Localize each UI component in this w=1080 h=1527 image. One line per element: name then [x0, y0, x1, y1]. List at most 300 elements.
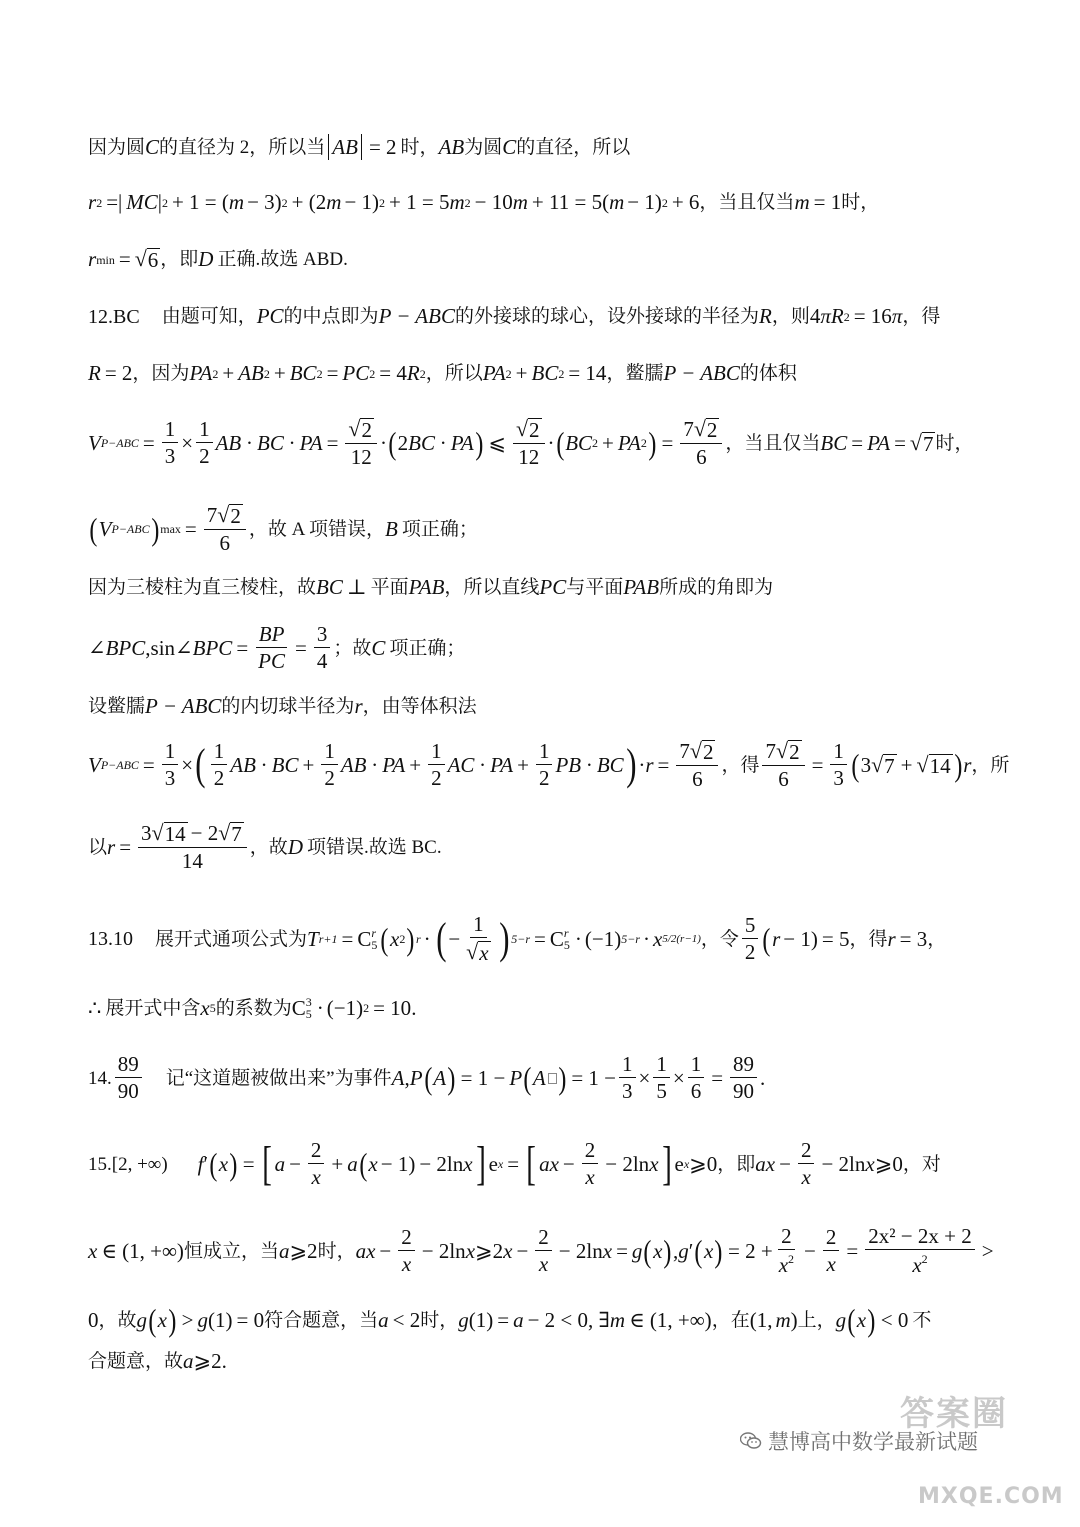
sup: 5−r	[621, 932, 640, 946]
math-op: +	[900, 752, 913, 777]
text: ，当且仅当	[699, 192, 795, 213]
sub: max	[160, 522, 181, 536]
math: ∈ (1, +∞)	[101, 1238, 184, 1263]
math-var: PC	[539, 575, 567, 599]
text: ，故	[249, 836, 288, 858]
math: .	[221, 1349, 227, 1373]
text: ，令	[700, 928, 739, 950]
math-op: ×	[181, 752, 194, 777]
answer-label: 12.BC	[88, 305, 140, 328]
math-var: PC	[342, 361, 370, 385]
math-var: AB · PA	[340, 752, 406, 777]
bracket: ]	[475, 1136, 486, 1190]
text: 符合题意，当	[264, 1309, 379, 1331]
paren: (	[359, 1145, 368, 1182]
fraction: $\frac{89}{90}$	[730, 1054, 757, 1102]
math: C	[291, 995, 306, 1020]
text: 项正确；	[389, 637, 466, 659]
math-op: ·	[379, 430, 387, 455]
math-var: T	[307, 926, 319, 951]
math-var: x	[602, 1238, 613, 1263]
text: 的系数为	[215, 997, 292, 1019]
math-var: V	[98, 516, 112, 541]
paren: (	[195, 740, 206, 790]
math-op: −	[379, 1238, 392, 1263]
math-op: =	[326, 361, 339, 385]
text: 平面	[370, 577, 409, 598]
sup: 2	[419, 366, 426, 381]
math-op: =	[295, 635, 307, 660]
sub: P−ABC	[111, 522, 150, 536]
paren: (	[209, 1145, 218, 1182]
math-var: P − ABC	[145, 694, 222, 718]
math: = 1 −	[571, 1065, 617, 1090]
math: = 10	[373, 995, 412, 1020]
math-var: A	[532, 1065, 546, 1090]
math-var: a	[513, 1307, 524, 1332]
math-var: BPC	[105, 635, 146, 660]
math-var: PA	[867, 430, 891, 455]
text: 合题意，故	[88, 1351, 184, 1372]
math: = 4	[379, 361, 407, 385]
math-op: >	[181, 1307, 194, 1332]
watermark-text: 慧博高中数学最新试题	[768, 1430, 978, 1454]
math-var: BC	[531, 361, 559, 385]
math: 2	[397, 430, 409, 455]
sub: P−ABC	[100, 758, 139, 772]
text: ，在	[711, 1309, 750, 1331]
math-op: ·	[423, 926, 431, 951]
paren: )	[406, 920, 415, 957]
fraction: $\frac{1}{3}$	[162, 741, 179, 789]
text: 时，	[400, 136, 439, 158]
math-op: =	[184, 516, 197, 541]
math-var: P − ABC	[663, 361, 740, 385]
math-op: −	[804, 1238, 816, 1263]
math-op: +	[602, 430, 614, 455]
fraction: $\frac{2}{x}$	[535, 1227, 552, 1275]
math-op: =	[851, 430, 864, 455]
math-op: ·	[642, 926, 650, 951]
math: e	[488, 1151, 498, 1176]
math: − 2 < 0, ∃	[527, 1307, 610, 1332]
text: 由题可知，	[161, 306, 257, 327]
fraction: 1 √ x	[466, 912, 489, 965]
sup: 2	[379, 195, 386, 210]
math: − 2ln	[421, 1238, 466, 1263]
fraction: √ 2 12	[513, 418, 545, 468]
math-var: x	[157, 1307, 167, 1332]
text: 展开式中含	[105, 997, 201, 1019]
fraction: $\frac{2}{x}$	[823, 1227, 840, 1275]
math-op: =	[657, 752, 670, 777]
math-var: D	[198, 247, 214, 271]
math-var: PAB	[408, 575, 445, 599]
math-op: ,	[673, 1238, 679, 1263]
math: + 6	[671, 190, 700, 214]
answer-label: 13.10	[88, 928, 133, 950]
math-op: ⩽	[488, 430, 506, 455]
math-op: ,	[145, 635, 151, 660]
fraction: $\frac{5}{2}$	[742, 915, 759, 963]
math: − 1)	[380, 1151, 416, 1176]
s15-line-3	[88, 1302, 1010, 1338]
math-var: PA	[482, 361, 506, 385]
text: ，所以直线	[444, 577, 540, 598]
math-var: a	[183, 1349, 194, 1373]
abs-bar	[328, 134, 329, 160]
bracket: [	[526, 1136, 536, 1190]
math: ⩾2	[289, 1238, 318, 1263]
math-var: r	[645, 752, 654, 777]
fraction: 7 √ 2 6	[204, 504, 246, 554]
paren: )	[714, 1232, 723, 1269]
math-op: =	[711, 1065, 724, 1090]
math-var: D	[287, 834, 303, 859]
math-var: a	[378, 1307, 389, 1332]
sup: 2	[558, 366, 565, 381]
math: )	[790, 1307, 798, 1332]
math-var: r	[354, 694, 363, 718]
math-var: m	[326, 190, 342, 214]
math-var: g	[458, 1307, 469, 1332]
math: e	[674, 1151, 684, 1176]
math-op: ′	[203, 1151, 209, 1176]
math: − 2ln	[558, 1238, 603, 1263]
fraction: $\frac{3}{4}$	[314, 624, 331, 672]
paren: )	[867, 1302, 876, 1338]
paren: )	[229, 1145, 238, 1182]
math-var: x	[390, 926, 400, 951]
math-op: ×	[672, 1065, 685, 1090]
math-var: ax	[755, 1151, 776, 1176]
text: ，则	[771, 306, 810, 327]
text: ，故 A 项错误，	[248, 518, 386, 540]
paren: )	[625, 740, 637, 790]
math-op: =	[119, 834, 132, 859]
math-op: =	[811, 752, 824, 777]
text: ，当且仅当	[725, 432, 821, 454]
math-var: PB · BC	[555, 752, 624, 777]
math-var: AB · BC	[230, 752, 299, 777]
math-var: g	[835, 1307, 847, 1332]
math: − 2ln	[419, 1151, 464, 1176]
math-op: −	[289, 1151, 301, 1176]
math-op: ∠	[175, 635, 193, 660]
math-var: BC	[565, 430, 593, 455]
math-op: =|	[106, 190, 123, 214]
math: C	[357, 926, 372, 951]
math-op: ∠	[88, 635, 106, 660]
sup: 2	[843, 309, 850, 324]
sub: P−ABC	[100, 436, 139, 450]
math-var: g	[197, 1307, 208, 1332]
math-var: A	[433, 1065, 447, 1090]
text: 以	[88, 836, 108, 858]
math-var: AB · BC · PA	[215, 430, 323, 455]
math: 3	[860, 752, 872, 777]
math-op: −	[448, 926, 461, 951]
math-var: g	[631, 1238, 643, 1263]
math-var: x	[465, 1238, 476, 1263]
math-var: R	[88, 361, 101, 385]
math-op: +	[409, 752, 422, 777]
text: 的直径，所以	[516, 136, 631, 158]
math-op: +	[222, 361, 235, 385]
math-var: x	[200, 995, 210, 1020]
text: 时，	[420, 1309, 459, 1331]
text: 正确.故选 ABD.	[217, 249, 348, 270]
text: 恒成立，当	[183, 1240, 279, 1262]
s12-line-8: V P−ABC = $\frac{1}{3}$ × ( $\frac{1}{2}$ AB · BC + $\frac{1}{2}$ AB · PA + $\frac{1}{2}$ AC · PA + $\frac{1}{2}$ PB · BC ) · r = 7 √ 2 6 ，得 7 √ 2 6 = $\frac{1}{3}$ ( 3 √ 7 + √ 14 ) r ，所	[88, 738, 1010, 791]
text: ，由等体积法	[362, 696, 477, 717]
paren: )	[663, 1232, 672, 1269]
text: 的外接球的球心，设外接球的半径为	[454, 306, 759, 327]
text: 不	[912, 1309, 932, 1331]
math-var: BPC	[192, 635, 233, 660]
paren: (	[380, 920, 389, 957]
paren: )	[150, 510, 159, 547]
radicand: 6	[147, 248, 159, 272]
math-op: −	[562, 1151, 575, 1176]
paren: (	[423, 1059, 432, 1096]
fraction: $\frac{1}{3}$	[162, 419, 179, 467]
sup: 2	[263, 366, 270, 381]
math-op: ′	[688, 1238, 694, 1263]
answer-fraction: $\frac{89}{90}$	[115, 1054, 142, 1102]
math: + 1 = 5	[389, 190, 450, 214]
math: = 3	[899, 926, 928, 951]
sup: 2	[592, 436, 599, 450]
math-var: x	[463, 1151, 473, 1176]
math-op: +	[515, 361, 528, 385]
math: ⩾2	[193, 1349, 222, 1373]
answer-label: 15.[2, +∞)	[88, 1153, 168, 1175]
s12-line-5	[88, 577, 1010, 598]
s12-line-4	[88, 504, 1010, 554]
sqrt: √ 6	[134, 246, 159, 272]
paren: (	[847, 1302, 856, 1338]
math: ⩾2	[475, 1238, 504, 1263]
s12-line-1	[88, 306, 1010, 327]
fraction: $\frac{2}{x}$	[308, 1140, 325, 1188]
math-op: =	[894, 430, 906, 455]
math-var: x	[856, 1307, 867, 1332]
text: 的内切球半径为	[221, 696, 355, 717]
math: = 2 +	[728, 1238, 773, 1263]
s12-line-7	[88, 696, 1010, 717]
text: 所成的角即为	[659, 577, 774, 598]
sup: 2	[363, 1001, 370, 1015]
s11-line-3	[88, 248, 1010, 271]
paren: (	[694, 1232, 703, 1269]
text: ，即	[160, 249, 199, 270]
sup: 2	[399, 932, 406, 946]
math-var: ax	[539, 1151, 559, 1176]
paren: (	[148, 1302, 157, 1338]
text: 与平面	[566, 577, 624, 598]
math: = 1 −	[460, 1065, 506, 1090]
math-var: r	[887, 926, 896, 951]
math: 0	[88, 1307, 99, 1332]
math-var: x	[368, 1151, 378, 1176]
fraction: $\frac{1}{3}$	[830, 741, 847, 789]
fraction: 7 √ 2 6	[762, 740, 804, 790]
fraction: $\frac{2}{x}$	[582, 1140, 599, 1188]
sup: 2	[505, 366, 512, 381]
text: 的中点即为	[283, 306, 379, 327]
text: ，故	[98, 1309, 137, 1331]
paren: (	[89, 510, 98, 547]
math-op: =	[142, 752, 155, 777]
math-op: ,	[404, 1065, 410, 1090]
math-op: >	[981, 1238, 994, 1263]
math-var: m	[449, 190, 465, 214]
paren: )	[953, 746, 962, 783]
math: = 5	[821, 926, 850, 951]
sup: 2	[96, 195, 103, 210]
math-op: =	[616, 1238, 628, 1263]
math: − 2ln	[605, 1151, 650, 1176]
s12-line-9	[88, 822, 1010, 872]
watermark-url: MXQE.COM	[918, 1484, 1064, 1509]
math: − 3)	[247, 190, 282, 214]
math-op: ·	[316, 995, 324, 1020]
paren: (	[555, 424, 564, 461]
math: = 14	[568, 361, 607, 385]
math: − 10	[474, 190, 513, 214]
math-var: m	[775, 1307, 791, 1332]
paren: (	[851, 746, 860, 783]
text: 时，	[935, 432, 974, 454]
sup: 2	[369, 366, 376, 381]
math-var: f	[197, 1151, 204, 1176]
fraction: $\frac{2}{x}$	[798, 1140, 815, 1188]
text: ，所	[971, 754, 1010, 776]
text: ，因为	[132, 363, 190, 384]
paren: (	[523, 1059, 532, 1096]
bracket: ]	[661, 1136, 672, 1190]
sup: x	[683, 1157, 690, 1171]
math-var: A	[391, 1065, 405, 1090]
math-var: AB	[438, 134, 465, 159]
math-op: +	[273, 361, 286, 385]
sup: 2	[281, 195, 288, 210]
math: (1)	[208, 1307, 233, 1332]
fraction: $\frac{BP}{PC}$	[255, 624, 288, 672]
math-var: π	[820, 304, 831, 328]
text: 记“这道题被做出来”为事件	[165, 1067, 392, 1089]
math-var: R	[406, 361, 420, 385]
paren: )	[648, 424, 657, 461]
math-op: =	[341, 926, 354, 951]
math-op: +	[331, 1151, 344, 1176]
math: .	[411, 995, 417, 1020]
math-var: ax	[355, 1238, 376, 1263]
math: + 11 = 5(	[531, 190, 610, 214]
math-op: =	[507, 1151, 520, 1176]
math-var: C	[145, 134, 160, 159]
text: 展开式通项公式为	[155, 928, 308, 950]
math-var: x	[649, 1151, 659, 1176]
paren: )	[168, 1302, 177, 1338]
s15-line-4	[88, 1351, 1010, 1372]
math-op: ∴	[88, 995, 102, 1020]
text: ，得	[721, 754, 760, 776]
math: − 1)	[627, 190, 662, 214]
text: 的体积	[739, 363, 797, 384]
sup: 2	[661, 195, 668, 210]
text: 上，	[797, 1309, 836, 1331]
math-var: BC	[820, 430, 848, 455]
math-var: a	[278, 1238, 290, 1263]
math: − 1)	[344, 190, 380, 214]
math-var: C	[371, 635, 386, 660]
fraction: $\frac{1}{6}$	[688, 1054, 705, 1102]
math: + (2	[291, 190, 327, 214]
math-var: π	[891, 304, 903, 328]
sup: 2	[212, 366, 219, 381]
math-var: x	[218, 1151, 229, 1176]
math-op: +	[302, 752, 315, 777]
math-var: R	[830, 304, 844, 328]
math-var: PA	[617, 430, 641, 455]
paren: )	[475, 424, 484, 461]
paren: (	[388, 424, 397, 461]
math: + 1 = (	[171, 190, 229, 214]
math-op: ·	[547, 430, 555, 455]
math-op: =	[118, 247, 131, 271]
sup: x	[497, 1157, 504, 1171]
paren: (	[643, 1232, 652, 1269]
fraction: 7 √ 2 6	[676, 740, 718, 790]
abs-bar	[361, 134, 362, 160]
paren: )	[558, 1059, 566, 1096]
sup: 5/2(r−1)	[662, 932, 701, 945]
math-op: −	[516, 1238, 529, 1263]
math: sin	[150, 635, 176, 660]
math: (−1)	[584, 926, 622, 951]
math-op: = 2	[368, 134, 397, 159]
math-var: m	[609, 190, 625, 214]
math: ⩾0	[689, 1151, 718, 1176]
math-var: R	[758, 304, 772, 328]
sup: 5−r	[511, 932, 530, 946]
math-op: =	[142, 430, 155, 455]
math: = 1	[813, 190, 842, 214]
fraction: $\frac{1}{2}$	[321, 741, 338, 789]
math-var: a	[347, 1151, 358, 1176]
text: ，鳖臑	[606, 363, 664, 384]
answer-label: 14.	[88, 1067, 112, 1089]
text: 时，	[317, 1240, 356, 1262]
fraction: $\frac{1}{5}$	[653, 1054, 670, 1102]
fraction: 3 √ 14 − 2 √ 7 14	[138, 822, 247, 872]
math: = 2	[104, 361, 133, 385]
watermark	[740, 1426, 978, 1456]
math-op: =	[534, 926, 546, 951]
math-var: x	[704, 1238, 714, 1263]
math-var: P	[509, 1065, 523, 1090]
math: (1)	[468, 1307, 494, 1332]
math-var: P − ABC	[378, 304, 455, 328]
math-var: m	[609, 1307, 626, 1332]
math-op: ·	[638, 752, 646, 777]
math-op: =	[242, 1151, 255, 1176]
s11-line-2	[88, 192, 1010, 213]
text: 因为三棱柱为直三棱柱，故	[88, 577, 317, 598]
math-var: x	[652, 926, 663, 951]
